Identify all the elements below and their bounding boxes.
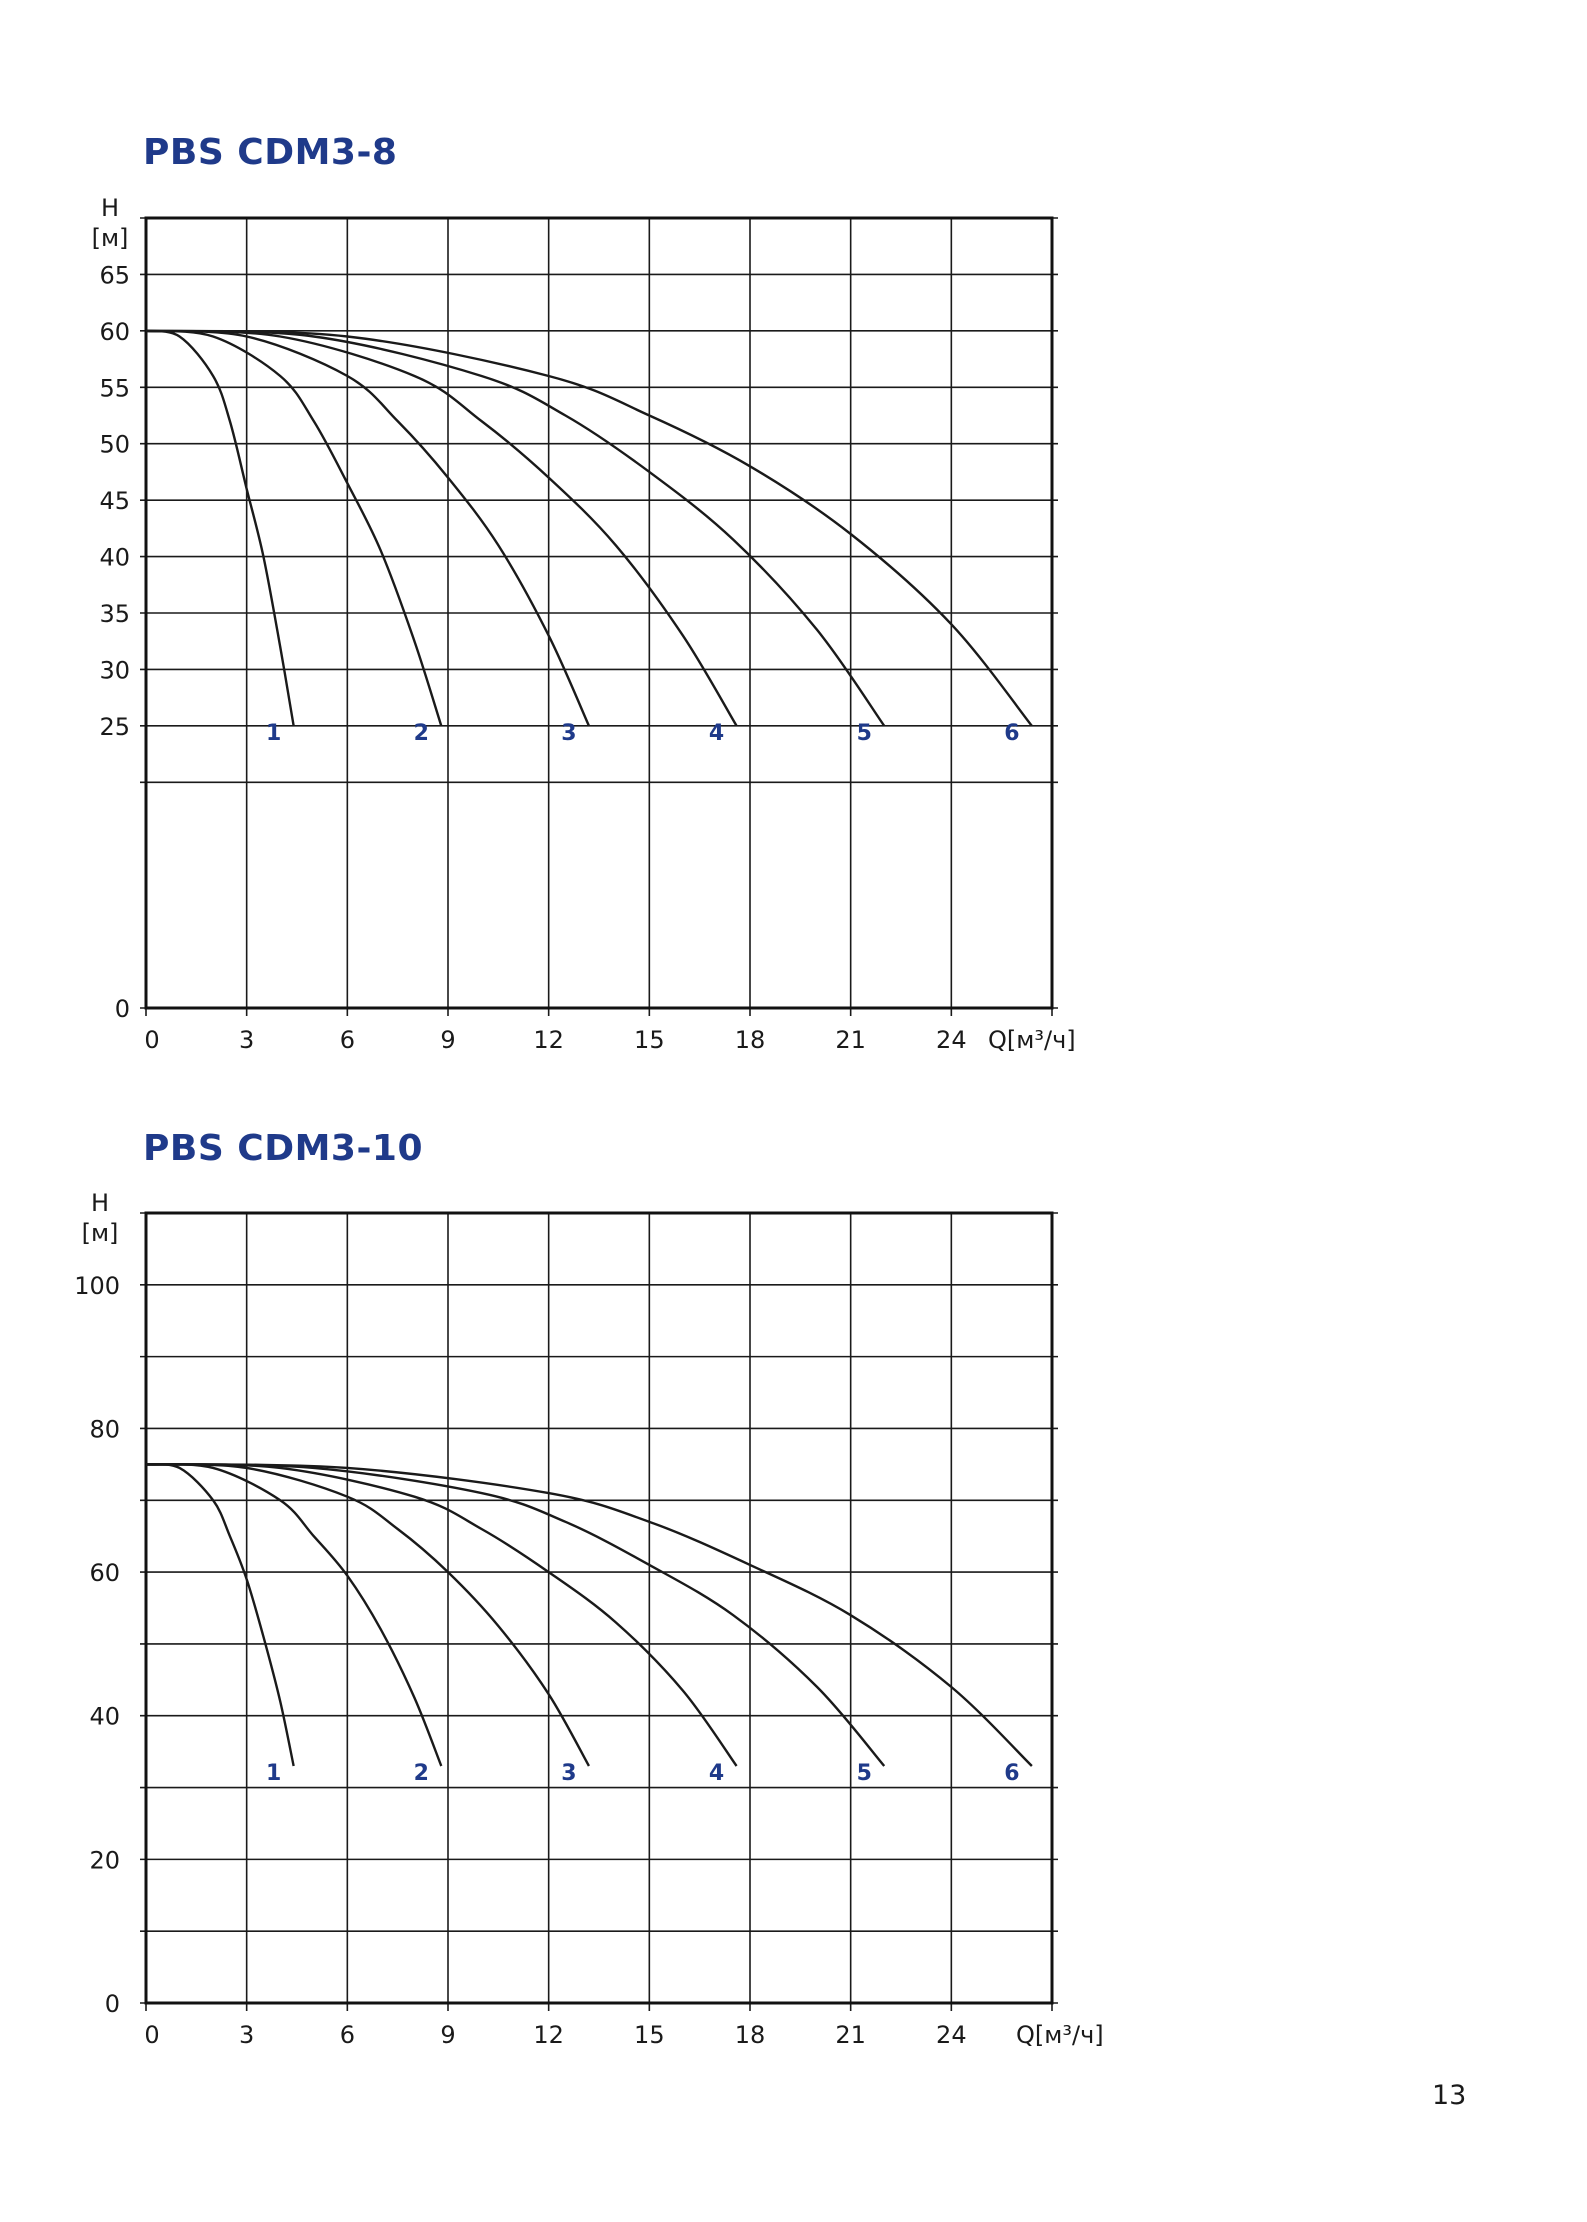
y-tick-label: 20 bbox=[89, 1846, 120, 1875]
x-tick-label: 0 bbox=[144, 2021, 160, 2049]
y-tick-label: 45 bbox=[99, 487, 130, 516]
y-tick-label: 30 bbox=[99, 656, 130, 685]
pump-curve-6 bbox=[146, 331, 1032, 726]
pump-curve-1 bbox=[146, 331, 294, 726]
x-tick-label: 24 bbox=[936, 2021, 967, 2049]
curve-label-3: 3 bbox=[561, 720, 577, 746]
y-tick-label: 65 bbox=[99, 261, 130, 290]
y-tick-label: 40 bbox=[99, 543, 130, 572]
x-tick-label: 9 bbox=[440, 1026, 456, 1054]
y-tick-label: 0 bbox=[114, 995, 130, 1023]
x-tick-label: 12 bbox=[533, 2021, 564, 2049]
y-tick-label: 35 bbox=[99, 600, 130, 628]
curve-label-3: 3 bbox=[561, 1761, 577, 1786]
x-tick-label: 18 bbox=[734, 1026, 766, 1054]
x-tick-label: 3 bbox=[239, 2021, 255, 2049]
curve-label-1: 1 bbox=[265, 720, 282, 746]
x-tick-label: 15 bbox=[634, 2021, 665, 2049]
page-number: 13 bbox=[1432, 2080, 1467, 2111]
chart-title-2: PBS CDM3-10 bbox=[143, 1128, 423, 1169]
x-tick-label: 6 bbox=[339, 1026, 355, 1054]
x-tick-label: 21 bbox=[835, 2021, 866, 2049]
x-tick-label: 9 bbox=[440, 2021, 456, 2049]
y-axis-unit: [м] bbox=[91, 224, 129, 252]
x-tick-label: 21 bbox=[835, 1026, 866, 1054]
curve-label-4: 4 bbox=[708, 1761, 725, 1786]
y-tick-label: 50 bbox=[99, 430, 130, 459]
curve-label-1: 1 bbox=[265, 1761, 282, 1786]
y-axis-unit: [м] bbox=[81, 1219, 119, 1247]
pump-curve-4 bbox=[146, 331, 737, 726]
pump-curve-3 bbox=[146, 331, 589, 726]
curve-label-4: 4 bbox=[708, 720, 725, 746]
y-tick-label: 60 bbox=[99, 317, 130, 346]
pump-curve-4 bbox=[146, 1464, 737, 1766]
x-tick-label: 0 bbox=[144, 1026, 160, 1054]
chart-title-1: PBS CDM3-8 bbox=[143, 132, 398, 173]
pump-curve-1 bbox=[146, 1464, 294, 1766]
y-axis-label: H bbox=[100, 194, 120, 222]
pump-curve-2 bbox=[146, 1464, 441, 1766]
y-tick-label: 25 bbox=[99, 712, 130, 741]
y-axis-label: H bbox=[90, 1189, 110, 1217]
pump-curve-3 bbox=[146, 1464, 589, 1766]
curve-label-2: 2 bbox=[413, 720, 429, 746]
x-tick-label: 12 bbox=[533, 1026, 564, 1054]
y-tick-label: 55 bbox=[99, 374, 130, 403]
x-tick-label: 24 bbox=[936, 1026, 967, 1054]
x-axis-label: Q[м³/ч] bbox=[1016, 2021, 1104, 2049]
y-tick-label: 60 bbox=[89, 1559, 120, 1588]
y-tick-label: 40 bbox=[89, 1702, 120, 1731]
curve-label-5: 5 bbox=[856, 1761, 872, 1786]
curve-label-6: 6 bbox=[1004, 1761, 1020, 1786]
curve-label-5: 5 bbox=[856, 720, 872, 746]
y-tick-label: 0 bbox=[104, 1990, 120, 2018]
pump-curve-chart-2 bbox=[0, 1185, 1180, 2085]
pump-curve-2 bbox=[146, 331, 441, 726]
x-tick-label: 3 bbox=[239, 1026, 255, 1054]
curve-label-2: 2 bbox=[413, 1761, 429, 1786]
x-tick-label: 18 bbox=[734, 2021, 766, 2049]
y-tick-label: 100 bbox=[74, 1271, 120, 1300]
pump-curve-chart-1 bbox=[0, 190, 1180, 1090]
curve-label-6: 6 bbox=[1004, 720, 1020, 746]
pump-curve-6 bbox=[146, 1464, 1032, 1766]
x-tick-label: 15 bbox=[634, 1026, 665, 1054]
x-tick-label: 6 bbox=[339, 2021, 355, 2049]
y-tick-label: 80 bbox=[89, 1415, 120, 1444]
x-axis-label: Q[м³/ч] bbox=[988, 1026, 1076, 1054]
